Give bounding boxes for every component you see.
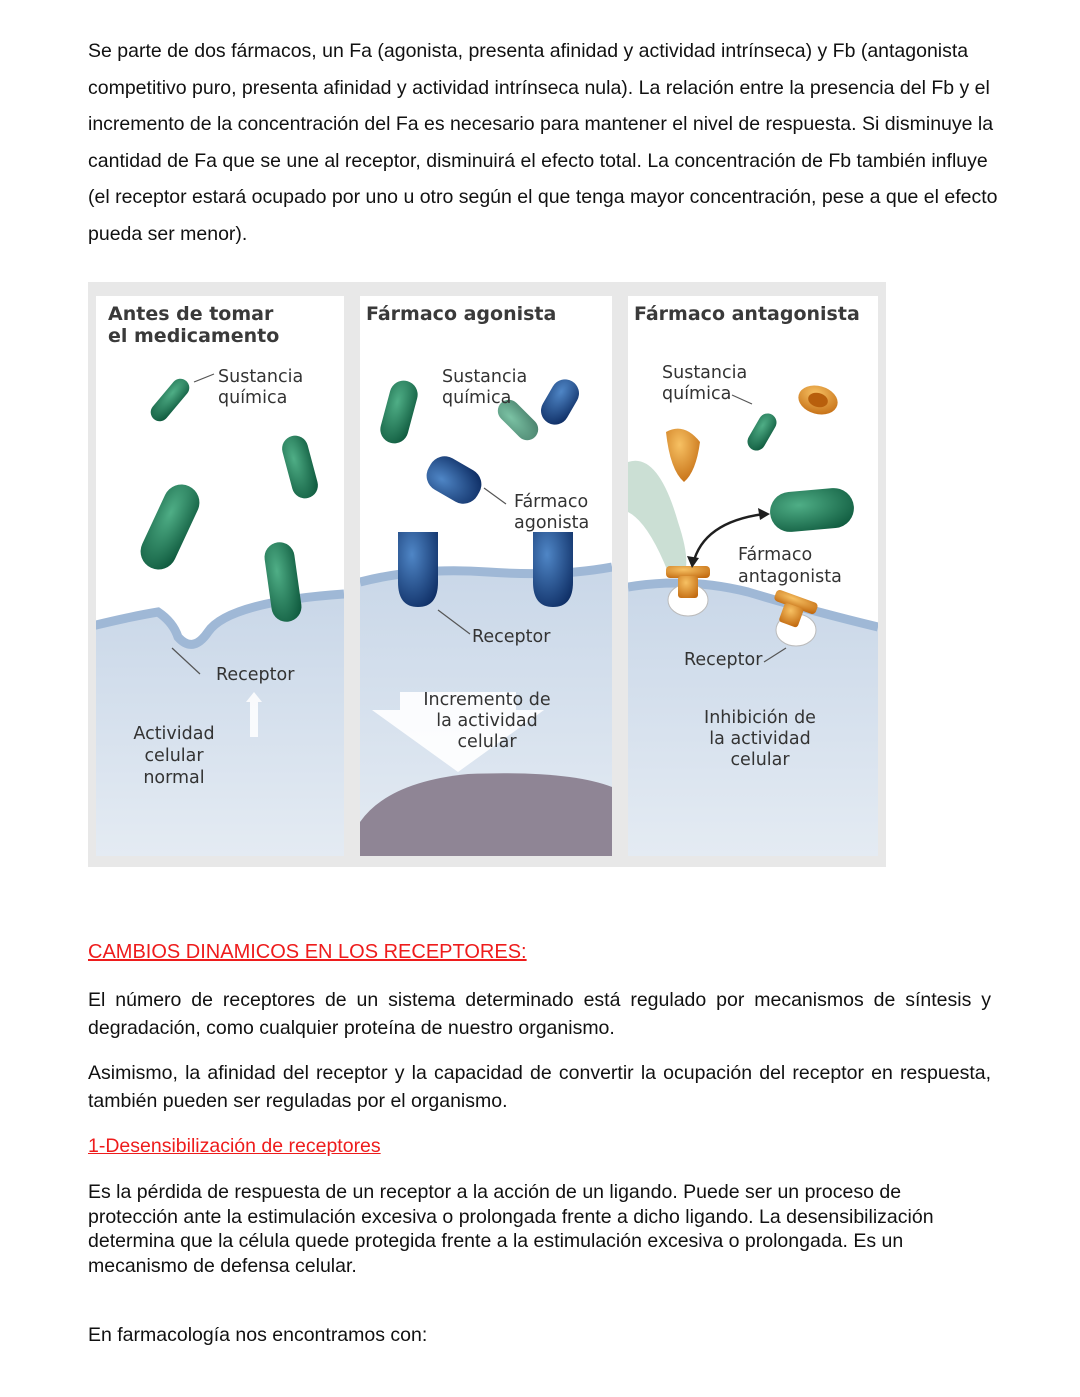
receptor-diagram (88, 282, 886, 867)
paragraph-pharmacology: En farmacología nos encontramos con: (88, 1324, 428, 1346)
panel2-effect-line1: Incremento de (423, 690, 551, 710)
section-title: CAMBIOS DINAMICOS EN LOS RECEPTORES: (88, 941, 527, 963)
paragraph-desensitization: Es la pérdida de respuesta de un receptor a la acción de un ligando. Puede ser un proceso de protección ante la estimulación excesiva o prolongada frente a dicho ligando. La desensibilización determina que la célula quede protegida frente a la estimulación excesiva o prolongada. Es un mecanismo de defensa celular. (88, 1181, 934, 1277)
paragraph-receptor-number: El número de receptores de un sistema determinado está regulado por mecanismos de síntesis y degradación, como cualquier proteína de nuestro organismo. (88, 989, 991, 1039)
panel3-effect-line3: celular (730, 750, 790, 770)
panel1-receptor-label: Receptor (216, 665, 295, 685)
panel1-sustancia-line1: Sustancia (218, 367, 304, 387)
panel3-farmaco-line1: Fármaco (738, 545, 813, 565)
panel3-sustancia-line1: Sustancia (662, 363, 748, 383)
panel3-effect-line2: la actividad (709, 729, 811, 749)
panel2-effect-line3: celular (457, 732, 517, 752)
panel1-effect-line3: normal (143, 768, 205, 788)
panel3-title: Fármaco antagonista (634, 303, 860, 325)
panel2-farmaco-line2: agonista (514, 513, 590, 533)
panel2-receptor-label: Receptor (472, 627, 551, 647)
panel-antagonist (628, 296, 878, 856)
panel1-title-line1: Antes de tomar (108, 303, 274, 325)
panel2-effect-line2: la actividad (436, 711, 538, 731)
panel1-effect-line1: Actividad (133, 724, 215, 744)
intro-paragraph: Se parte de dos fármacos, un Fa (agonista, presenta afinidad y actividad intrínseca) y Fb (antagonista competitivo puro, presenta afinidad y actividad intrínseca nula). La relación entre la presencia del Fb y el incremento de la concentración del Fa es necesario para mantener el nivel de respuesta. Si disminuye la cantidad de Fa que se une al receptor, disminuirá el efecto total. La concentración de Fb también influye (el receptor estará ocupado por uno u otro según el que tenga mayor concentración, pese a que el efecto pueda ser menor). (88, 40, 998, 245)
panel3-effect-line1: Inhibición de (704, 708, 816, 728)
panel-before-medication (88, 296, 344, 856)
paragraph-receptor-affinity: Asimismo, la afinidad del receptor y la capacidad de convertir la ocupación del receptor en respuesta, también pueden ser reguladas por el organismo. (88, 1062, 991, 1112)
panel3-receptor-label: Receptor (684, 650, 763, 670)
receptor-figure (88, 282, 886, 867)
panel2-sustancia-line1: Sustancia (442, 367, 528, 387)
panel2-sustancia-line2: química (442, 388, 512, 408)
panel1-effect-line2: celular (144, 746, 204, 766)
panel2-title: Fármaco agonista (366, 303, 557, 325)
subsection-title: 1-Desensibilización de receptores (88, 1135, 381, 1157)
panel2-farmaco-line1: Fármaco (514, 492, 589, 512)
panel3-farmaco-line2: antagonista (738, 567, 842, 587)
panel3-sustancia-line2: química (662, 384, 732, 404)
panel1-title-line2: el medicamento (108, 325, 280, 347)
panel1-sustancia-line2: química (218, 388, 288, 408)
panel-agonist (360, 296, 612, 856)
